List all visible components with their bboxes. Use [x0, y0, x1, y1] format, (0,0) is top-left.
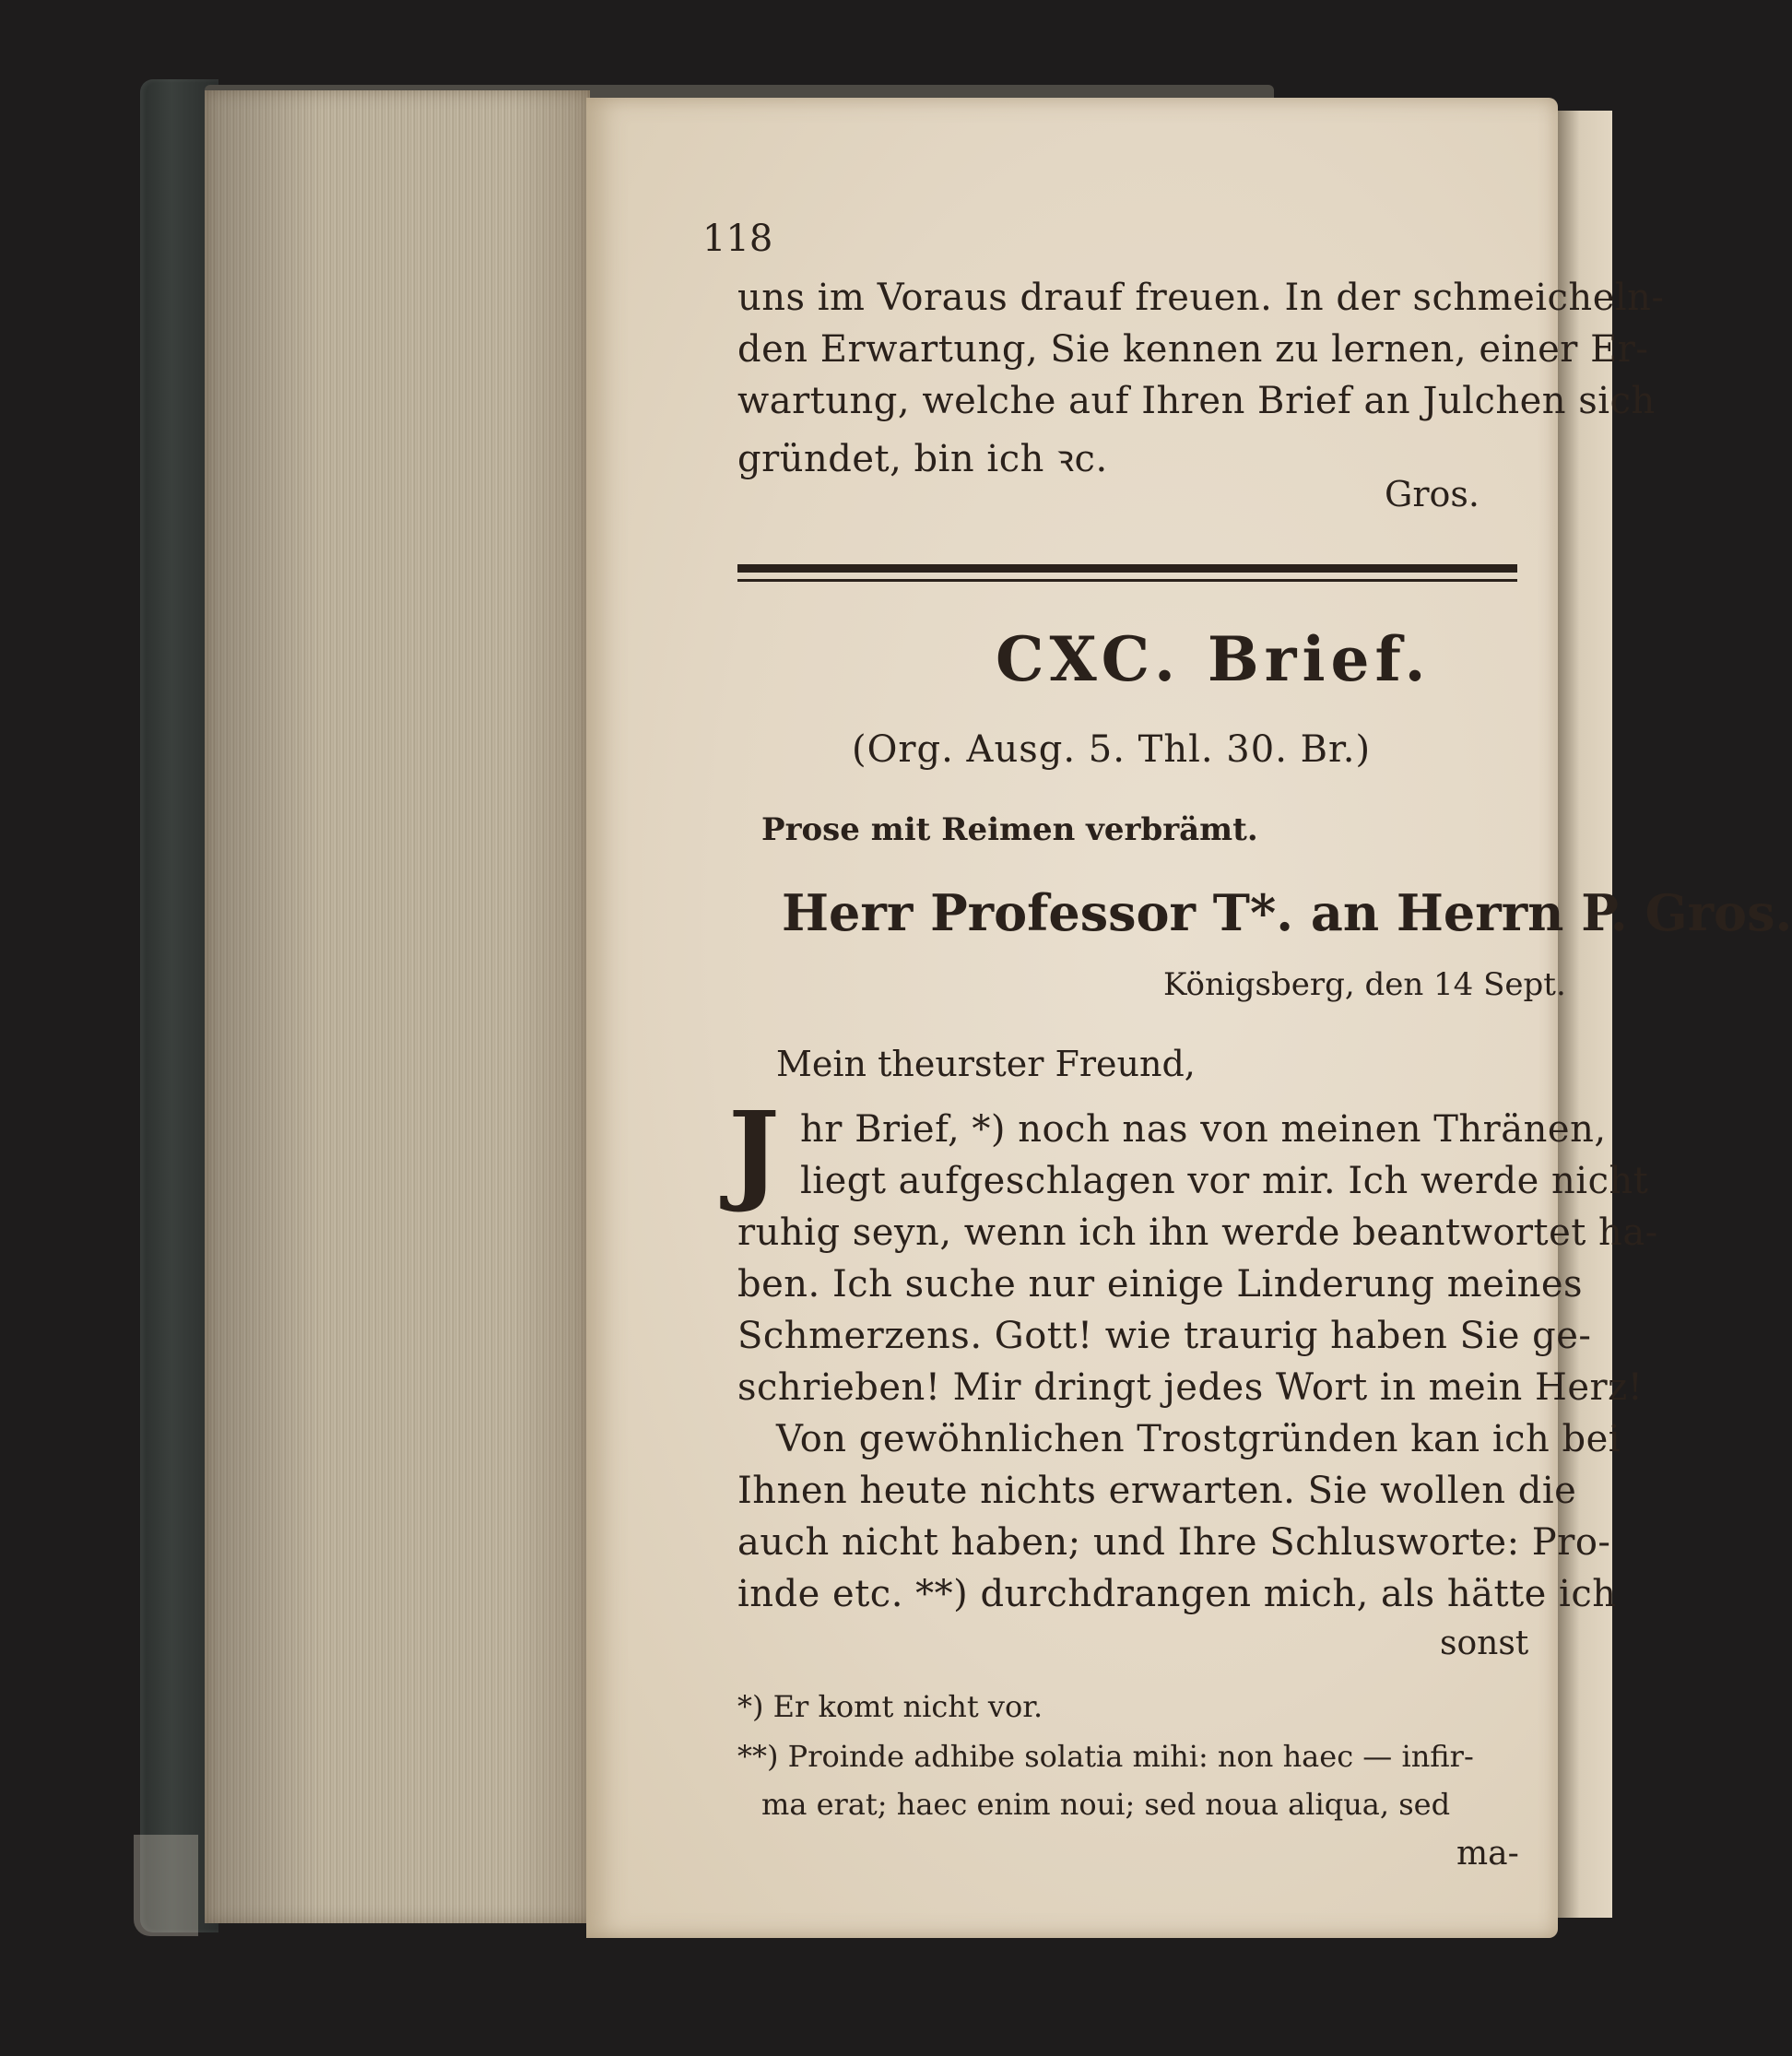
letter-line: auch nicht haben; und Ihre Schlusworte: Pro-: [737, 1521, 1611, 1564]
letter-line: hr Brief, *) noch nas von meinen Thränen,: [800, 1108, 1607, 1151]
catchword-bottom: ma-: [1456, 1835, 1519, 1873]
footnote: ma erat; haec enim noui; sed noua aliqua, sed: [761, 1787, 1451, 1822]
continuation-line: gründet, bin ich ꝛc.: [737, 438, 1108, 480]
book-page: [586, 98, 1558, 1938]
letter-line: inde etc. **) durchdrangen mich, als hätte ich: [737, 1573, 1617, 1615]
section-rule: [737, 564, 1517, 573]
letter-subtitle: Prose mit Reimen verbrämt.: [761, 811, 1258, 848]
continuation-line: wartung, welche auf Ihren Brief an Julchen sich: [737, 380, 1656, 422]
signature: Gros.: [1385, 474, 1480, 514]
letter-line: Von gewöhnlichen Trostgründen kan ich bei: [776, 1418, 1621, 1460]
footnote: **) Proinde adhibe solatia mihi: non haec — infir-: [737, 1739, 1474, 1774]
cover-worn-corner: [134, 1835, 198, 1936]
letter-line: ben. Ich suche nur einige Linderung meines: [737, 1263, 1584, 1306]
section-rule-thin: [737, 579, 1517, 582]
letter-title: CXC. Brief.: [996, 623, 1432, 695]
letter-line: Schmerzens. Gott! wie traurig haben Sie ge-: [737, 1315, 1592, 1357]
footnote: *) Er komt nicht vor.: [737, 1689, 1043, 1724]
page-block-shade: [205, 90, 590, 1923]
letter-line: ruhig seyn, wenn ich ihn werde beantwortet ha-: [737, 1211, 1658, 1254]
place-date: Königsberg, den 14 Sept.: [1163, 966, 1566, 1003]
continuation-line: uns im Voraus drauf freuen. In der schmeicheln-: [737, 277, 1665, 319]
catchword: sonst: [1440, 1625, 1529, 1662]
salutation: Mein theurster Freund,: [776, 1044, 1196, 1084]
continuation-line: den Erwartung, Sie kennen zu lernen, einer Er-: [737, 328, 1649, 371]
letter-line: liegt aufgeschlagen vor mir. Ich werde nicht: [800, 1160, 1649, 1202]
edition-note: (Org. Ausg. 5. Thl. 30. Br.): [852, 728, 1372, 771]
drop-cap: J: [728, 1087, 780, 1215]
letter-line: Ihnen heute nichts erwarten. Sie wollen die: [737, 1470, 1577, 1512]
page-number: 118: [702, 218, 773, 260]
letter-heading: Herr Professor T*. an Herrn P. Gros.: [782, 883, 1792, 942]
letter-line: schrieben! Mir dringt jedes Wort in mein Herz!: [737, 1366, 1644, 1409]
